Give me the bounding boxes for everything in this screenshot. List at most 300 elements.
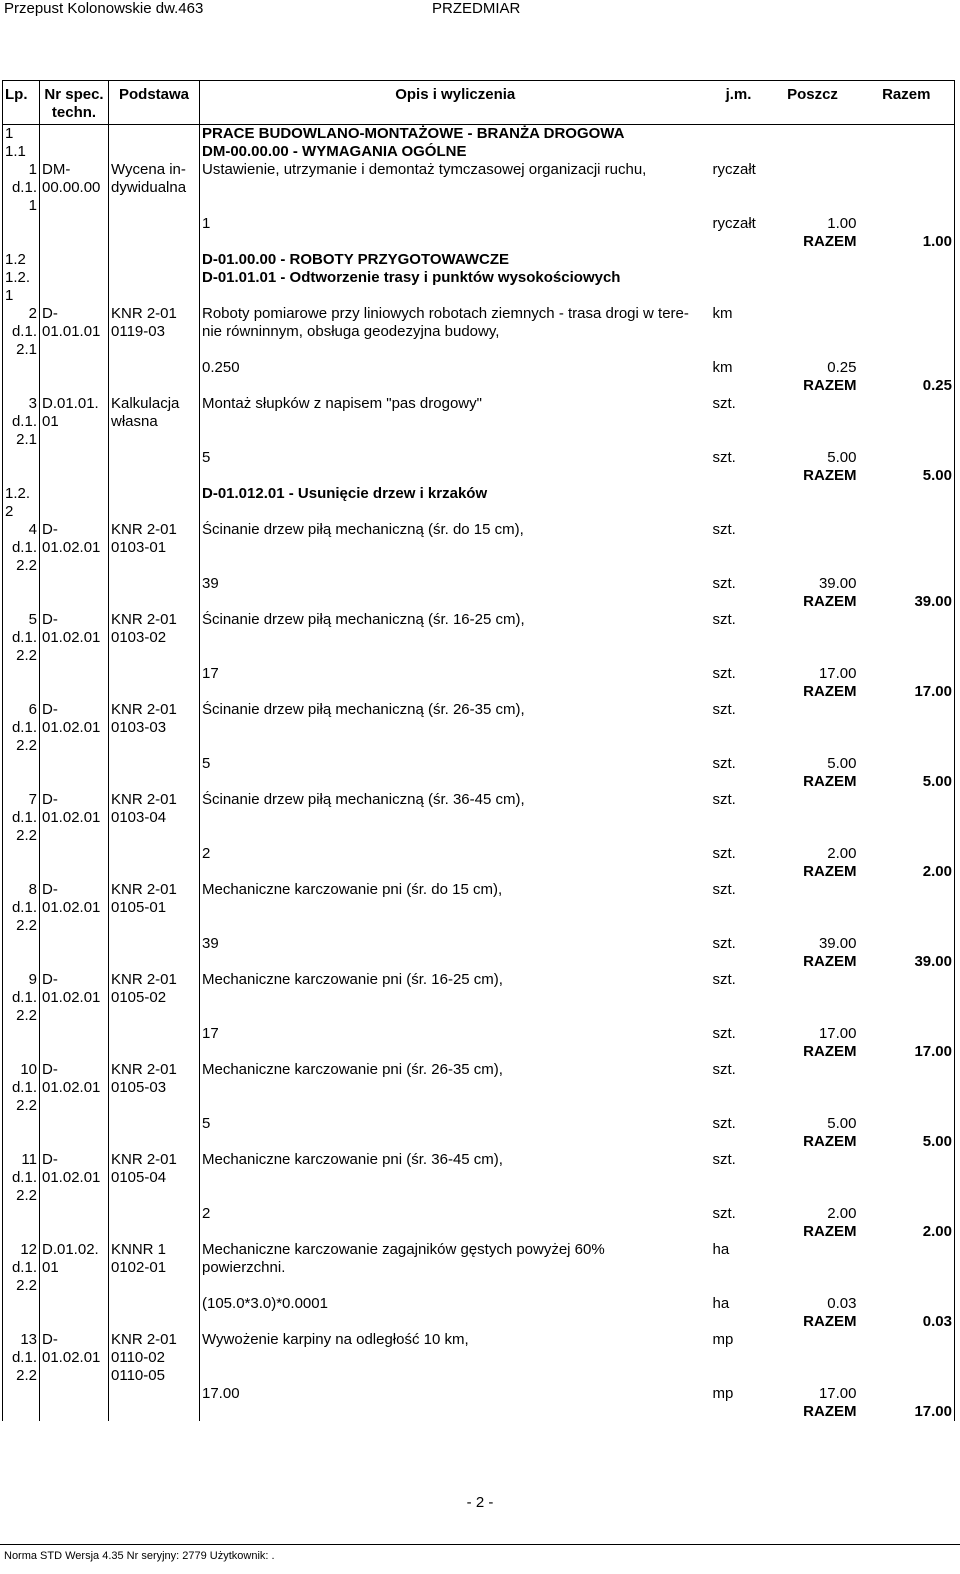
empty-cell xyxy=(767,1151,859,1205)
razem-value: 17.00 xyxy=(859,683,955,701)
razem-value: 5.00 xyxy=(859,1133,955,1151)
empty-cell xyxy=(40,125,109,144)
calc-row xyxy=(3,755,955,773)
empty-cell xyxy=(711,773,767,791)
empty-cell xyxy=(40,215,109,233)
empty-cell xyxy=(200,1223,711,1241)
empty-cell xyxy=(859,1115,955,1133)
calc-row xyxy=(3,215,955,233)
calc-row xyxy=(3,449,955,467)
table-row xyxy=(3,305,955,359)
empty-cell xyxy=(3,683,40,701)
empty-cell xyxy=(40,1205,109,1223)
empty-cell xyxy=(859,665,955,683)
item-calculation: 17 xyxy=(202,665,219,682)
empty-cell xyxy=(3,449,40,467)
item-spec: D- 01.02.01 xyxy=(40,701,109,755)
empty-cell xyxy=(3,467,40,485)
empty-cell xyxy=(711,1403,767,1421)
razem-label: RAZEM xyxy=(803,683,857,700)
calc-row xyxy=(3,1025,955,1043)
razem-row xyxy=(3,377,955,395)
item-basis: Wycena in- dywidualna xyxy=(109,161,200,215)
empty-cell xyxy=(711,467,767,485)
empty-cell xyxy=(767,521,859,575)
item-number: 6 d.1. 2.2 xyxy=(3,701,40,755)
item-description: Mechaniczne karczowanie pni (śr. 16-25 cm), xyxy=(202,971,503,988)
empty-cell xyxy=(3,863,40,881)
empty-cell xyxy=(711,953,767,971)
section-number: 1.2. 2 xyxy=(3,485,40,521)
razem-row xyxy=(3,467,955,485)
calc-row xyxy=(3,1205,955,1223)
empty-cell xyxy=(200,773,711,791)
empty-cell xyxy=(711,593,767,611)
razem-row xyxy=(3,863,955,881)
item-description: Ścinanie drzew piłą mechaniczną (śr. 26-35 cm), xyxy=(202,701,525,718)
item-poszcz: 1.00 xyxy=(827,215,857,232)
item-number: 13 d.1. 2.2 xyxy=(3,1331,40,1385)
empty-cell xyxy=(109,143,200,161)
empty-cell xyxy=(200,953,711,971)
item-poszcz: 0.25 xyxy=(827,359,857,376)
item-spec: D- 01.02.01 xyxy=(40,611,109,665)
empty-cell xyxy=(3,1295,40,1313)
empty-cell xyxy=(859,881,955,935)
empty-cell xyxy=(40,1115,109,1133)
item-basis: KNR 2-01 0103-03 xyxy=(109,701,200,755)
empty-cell xyxy=(200,467,711,485)
item-spec: D- 01.02.01 xyxy=(40,521,109,575)
table-row xyxy=(3,1241,955,1295)
empty-cell xyxy=(109,125,200,144)
item-basis: KNNR 1 0102-01 xyxy=(109,1241,200,1295)
empty-cell xyxy=(109,1133,200,1151)
empty-cell xyxy=(767,1061,859,1115)
empty-cell xyxy=(3,1385,40,1403)
empty-cell xyxy=(40,143,109,161)
empty-cell xyxy=(711,233,767,251)
item-calc-unit: mp xyxy=(712,1385,734,1402)
empty-cell xyxy=(767,305,859,359)
col-podstawa: Podstawa xyxy=(109,81,200,125)
empty-cell xyxy=(859,1151,955,1205)
razem-label: RAZEM xyxy=(803,467,857,484)
razem-value: 2.00 xyxy=(859,1223,955,1241)
empty-cell xyxy=(40,269,109,305)
item-poszcz: 2.00 xyxy=(827,845,857,862)
item-description: Wywożenie karpiny na odległość 10 km, xyxy=(202,1331,469,1348)
col-poszcz: Poszcz xyxy=(767,81,859,125)
razem-value: 39.00 xyxy=(859,953,955,971)
razem-label: RAZEM xyxy=(803,233,857,250)
item-number: 11 d.1. 2.2 xyxy=(3,1151,40,1205)
item-poszcz: 0.03 xyxy=(827,1295,857,1312)
empty-cell xyxy=(40,575,109,593)
razem-row xyxy=(3,593,955,611)
empty-cell xyxy=(859,935,955,953)
razem-row xyxy=(3,953,955,971)
empty-cell xyxy=(40,359,109,377)
empty-cell xyxy=(40,1025,109,1043)
section-number: 1.1 xyxy=(3,143,40,161)
empty-cell xyxy=(40,1133,109,1151)
empty-cell xyxy=(109,845,200,863)
empty-cell xyxy=(109,593,200,611)
table-row xyxy=(3,1331,955,1385)
empty-cell xyxy=(859,395,955,449)
empty-cell xyxy=(109,269,200,305)
item-basis: KNR 2-01 0119-03 xyxy=(109,305,200,359)
empty-cell xyxy=(859,971,955,1025)
item-unit: szt. xyxy=(712,395,736,412)
empty-cell xyxy=(859,269,955,305)
section-row xyxy=(3,269,955,305)
empty-cell xyxy=(109,1223,200,1241)
table-row xyxy=(3,881,955,935)
empty-cell xyxy=(40,863,109,881)
item-calculation: 17 xyxy=(202,1025,219,1042)
razem-row xyxy=(3,1403,955,1421)
item-calc-unit: km xyxy=(712,359,733,376)
empty-cell xyxy=(40,485,109,521)
calc-row xyxy=(3,1295,955,1313)
empty-cell xyxy=(109,935,200,953)
empty-cell xyxy=(109,1043,200,1061)
item-unit: szt. xyxy=(712,791,736,808)
section-row xyxy=(3,485,955,521)
item-calc-unit: szt. xyxy=(712,665,736,682)
empty-cell xyxy=(711,1223,767,1241)
empty-cell xyxy=(3,953,40,971)
document-type: PRZEDMIAR xyxy=(432,0,521,17)
empty-cell xyxy=(40,935,109,953)
razem-value: 1.00 xyxy=(859,233,955,251)
item-description: Mechaniczne karczowanie zagajników gęstych powyżej 60% powierzchni. xyxy=(202,1241,605,1276)
item-calc-unit: szt. xyxy=(712,1205,736,1222)
empty-cell xyxy=(40,1385,109,1403)
empty-cell xyxy=(767,971,859,1025)
item-calc-unit: szt. xyxy=(712,449,736,466)
item-number: 5 d.1. 2.2 xyxy=(3,611,40,665)
empty-cell xyxy=(3,1403,40,1421)
empty-cell xyxy=(859,485,955,521)
empty-cell xyxy=(767,1331,859,1385)
empty-cell xyxy=(200,377,711,395)
item-unit: szt. xyxy=(712,1061,736,1078)
empty-cell xyxy=(859,251,955,269)
item-spec: DM- 00.00.00 xyxy=(40,161,109,215)
item-number: 4 d.1. 2.2 xyxy=(3,521,40,575)
empty-cell xyxy=(859,845,955,863)
empty-cell xyxy=(109,215,200,233)
empty-cell xyxy=(3,1115,40,1133)
page-header xyxy=(0,0,960,22)
empty-cell xyxy=(3,1025,40,1043)
item-number: 8 d.1. 2.2 xyxy=(3,881,40,935)
item-calculation: 5 xyxy=(202,755,211,772)
item-spec: D- 01.02.01 xyxy=(40,791,109,845)
item-number: 10 d.1. 2.2 xyxy=(3,1061,40,1115)
empty-cell xyxy=(109,359,200,377)
calc-row xyxy=(3,665,955,683)
empty-cell xyxy=(109,665,200,683)
razem-label: RAZEM xyxy=(803,863,857,880)
empty-cell xyxy=(859,1295,955,1313)
empty-cell xyxy=(859,359,955,377)
empty-cell xyxy=(859,125,955,144)
item-description: Roboty pomiarowe przy liniowych robotach ziemnych - trasa drogi w tere- nie równinnym, obsługa geodezyjna budowy, xyxy=(202,305,689,340)
table-row xyxy=(3,971,955,1025)
table-row xyxy=(3,161,955,215)
empty-cell xyxy=(109,953,200,971)
item-calculation: 17.00 xyxy=(202,1385,240,1402)
page-number: - 2 - xyxy=(466,1494,494,1511)
item-unit: szt. xyxy=(712,521,736,538)
empty-cell xyxy=(3,215,40,233)
empty-cell xyxy=(3,1313,40,1331)
empty-cell xyxy=(859,611,955,665)
item-number: 9 d.1. 2.2 xyxy=(3,971,40,1025)
item-poszcz: 2.00 xyxy=(827,1205,857,1222)
empty-cell xyxy=(767,395,859,449)
table-row xyxy=(3,1151,955,1205)
razem-row xyxy=(3,233,955,251)
table-row xyxy=(3,521,955,575)
section-row xyxy=(3,143,955,161)
empty-cell xyxy=(711,863,767,881)
razem-row xyxy=(3,1313,955,1331)
section-title: D-01.01.01 - Odtworzenie trasy i punktów wysokościowych xyxy=(202,269,621,286)
empty-cell xyxy=(859,1205,955,1223)
razem-value: 2.00 xyxy=(859,863,955,881)
item-description: Mechaniczne karczowanie pni (śr. 26-35 cm), xyxy=(202,1061,503,1078)
empty-cell xyxy=(200,1043,711,1061)
estimate-table xyxy=(2,80,955,1421)
item-poszcz: 17.00 xyxy=(818,1385,857,1402)
section-row xyxy=(3,125,955,144)
empty-cell xyxy=(40,593,109,611)
empty-cell xyxy=(109,773,200,791)
item-spec: D.01.01. 01 xyxy=(40,395,109,449)
calc-row xyxy=(3,1385,955,1403)
item-poszcz: 17.00 xyxy=(818,665,857,682)
item-calc-unit: szt. xyxy=(712,575,736,592)
empty-cell xyxy=(109,1115,200,1133)
section-title: D-01.00.00 - ROBOTY PRZYGOTOWAWCZE xyxy=(202,251,510,268)
table-row xyxy=(3,791,955,845)
item-description: Mechaniczne karczowanie pni (śr. do 15 cm), xyxy=(202,881,503,898)
empty-cell xyxy=(711,1313,767,1331)
empty-cell xyxy=(3,755,40,773)
item-calc-unit: szt. xyxy=(712,755,736,772)
empty-cell xyxy=(40,1403,109,1421)
item-calc-unit: szt. xyxy=(712,1115,736,1132)
item-spec: D- 01.02.01 xyxy=(40,971,109,1025)
item-number: 3 d.1. 2.1 xyxy=(3,395,40,449)
razem-value: 39.00 xyxy=(859,593,955,611)
empty-cell xyxy=(859,521,955,575)
item-basis: KNR 2-01 0105-01 xyxy=(109,881,200,935)
item-calculation: 0.250 xyxy=(202,359,240,376)
razem-value: 0.03 xyxy=(859,1313,955,1331)
item-calc-unit: szt. xyxy=(712,935,736,952)
item-unit: szt. xyxy=(712,701,736,718)
table-row xyxy=(3,701,955,755)
section-row xyxy=(3,251,955,269)
empty-cell xyxy=(200,1403,711,1421)
empty-cell xyxy=(40,467,109,485)
item-unit: szt. xyxy=(712,881,736,898)
item-description: Mechaniczne karczowanie pni (śr. 36-45 cm), xyxy=(202,1151,503,1168)
empty-cell xyxy=(200,593,711,611)
item-unit: szt. xyxy=(712,611,736,628)
empty-cell xyxy=(859,701,955,755)
empty-cell xyxy=(109,863,200,881)
empty-cell xyxy=(109,485,200,521)
razem-label: RAZEM xyxy=(803,1043,857,1060)
empty-cell xyxy=(109,1205,200,1223)
empty-cell xyxy=(3,773,40,791)
empty-cell xyxy=(40,377,109,395)
item-calculation: 1 xyxy=(202,215,211,232)
empty-cell xyxy=(859,449,955,467)
empty-cell xyxy=(3,377,40,395)
empty-cell xyxy=(859,791,955,845)
empty-cell xyxy=(109,449,200,467)
razem-row xyxy=(3,1133,955,1151)
empty-cell xyxy=(767,791,859,845)
item-unit: ha xyxy=(712,1241,730,1258)
empty-cell xyxy=(767,1241,859,1295)
calc-row xyxy=(3,575,955,593)
item-basis: KNR 2-01 0105-04 xyxy=(109,1151,200,1205)
item-basis: Kalkulacja własna xyxy=(109,395,200,449)
empty-cell xyxy=(40,251,109,269)
section-title: DM-00.00.00 - WYMAGANIA OGÓLNE xyxy=(202,143,467,160)
empty-cell xyxy=(200,1133,711,1151)
empty-cell xyxy=(109,1385,200,1403)
empty-cell xyxy=(3,665,40,683)
item-description: Ustawienie, utrzymanie i demontaż tymczasowej organizacji ruchu, xyxy=(202,161,647,178)
calc-row xyxy=(3,359,955,377)
empty-cell xyxy=(859,215,955,233)
empty-cell xyxy=(711,377,767,395)
empty-cell xyxy=(109,377,200,395)
empty-cell xyxy=(109,1295,200,1313)
empty-cell xyxy=(109,1403,200,1421)
empty-cell xyxy=(40,755,109,773)
item-basis: KNR 2-01 0105-03 xyxy=(109,1061,200,1115)
software-info: Norma STD Wersja 4.35 Nr seryjny: 2779 Użytkownik: . xyxy=(4,1550,275,1562)
item-unit: mp xyxy=(712,1331,734,1348)
empty-cell xyxy=(859,1331,955,1385)
col-jm: j.m. xyxy=(711,81,767,125)
empty-cell xyxy=(3,1133,40,1151)
empty-cell xyxy=(109,467,200,485)
razem-value: 5.00 xyxy=(859,773,955,791)
razem-row xyxy=(3,1223,955,1241)
razem-row xyxy=(3,683,955,701)
empty-cell xyxy=(859,161,955,215)
item-poszcz: 39.00 xyxy=(818,935,857,952)
razem-value: 17.00 xyxy=(859,1043,955,1061)
section-number: 1.2 xyxy=(3,251,40,269)
empty-cell xyxy=(3,1205,40,1223)
table-header xyxy=(3,81,955,125)
empty-cell xyxy=(3,575,40,593)
razem-label: RAZEM xyxy=(803,593,857,610)
item-poszcz: 5.00 xyxy=(827,1115,857,1132)
razem-value: 17.00 xyxy=(859,1403,955,1421)
empty-cell xyxy=(200,1313,711,1331)
empty-cell xyxy=(40,665,109,683)
section-number: 1 xyxy=(3,125,40,144)
empty-cell xyxy=(109,1025,200,1043)
empty-cell xyxy=(109,1313,200,1331)
empty-cell xyxy=(859,143,955,161)
empty-cell xyxy=(767,611,859,665)
item-calculation: (105.0*3.0)*0.0001 xyxy=(202,1295,328,1312)
project-title: Przepust Kolonowskie dw.463 xyxy=(4,0,204,17)
empty-cell xyxy=(3,359,40,377)
razem-label: RAZEM xyxy=(803,1133,857,1150)
table-row xyxy=(3,611,955,665)
razem-row xyxy=(3,1043,955,1061)
item-poszcz: 39.00 xyxy=(818,575,857,592)
item-description: Ścinanie drzew piłą mechaniczną (śr. 36-45 cm), xyxy=(202,791,525,808)
section-title: D-01.012.01 - Usunięcie drzew i krzaków xyxy=(202,485,488,502)
empty-cell xyxy=(200,683,711,701)
col-lp: Lp. xyxy=(3,81,40,125)
empty-cell xyxy=(109,683,200,701)
item-poszcz: 5.00 xyxy=(827,755,857,772)
empty-cell xyxy=(40,845,109,863)
item-unit: km xyxy=(712,305,733,322)
empty-cell xyxy=(859,575,955,593)
item-basis: KNR 2-01 0103-04 xyxy=(109,791,200,845)
item-spec: D.01.02. 01 xyxy=(40,1241,109,1295)
empty-cell xyxy=(859,755,955,773)
razem-label: RAZEM xyxy=(803,773,857,790)
item-calc-unit: ha xyxy=(712,1295,730,1312)
empty-cell xyxy=(40,1295,109,1313)
item-description: Montaż słupków z napisem "pas drogowy" xyxy=(202,395,482,412)
razem-label: RAZEM xyxy=(803,1313,857,1330)
item-basis: KNR 2-01 0110-02 0110-05 xyxy=(109,1331,200,1385)
empty-cell xyxy=(40,683,109,701)
empty-cell xyxy=(40,773,109,791)
table-body xyxy=(3,125,955,1422)
empty-cell xyxy=(3,1043,40,1061)
item-calculation: 2 xyxy=(202,845,211,862)
item-description: Ścinanie drzew piłą mechaniczną (śr. 16-25 cm), xyxy=(202,611,525,628)
item-unit: ryczałt xyxy=(712,161,756,178)
item-spec: D- 01.02.01 xyxy=(40,1151,109,1205)
empty-cell xyxy=(40,233,109,251)
item-calculation: 39 xyxy=(202,575,219,592)
item-calc-unit: ryczałt xyxy=(712,215,756,232)
empty-cell xyxy=(3,1223,40,1241)
item-poszcz: 17.00 xyxy=(818,1025,857,1042)
empty-cell xyxy=(40,449,109,467)
item-spec: D- 01.02.01 xyxy=(40,1061,109,1115)
item-unit: szt. xyxy=(712,971,736,988)
empty-cell xyxy=(767,701,859,755)
empty-cell xyxy=(3,845,40,863)
empty-cell xyxy=(200,863,711,881)
calc-row xyxy=(3,845,955,863)
